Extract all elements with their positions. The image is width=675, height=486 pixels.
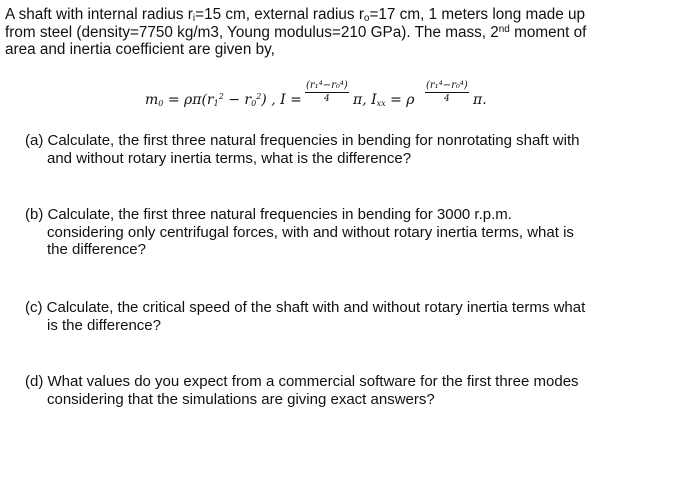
formula-ixx [353, 92, 415, 108]
question-a [25, 132, 665, 167]
question-line: (b) Calculate, the first three natural frequencies in bending for 3000 r.p.m. [25, 206, 512, 223]
superscript-nd: nd [498, 23, 510, 35]
text-segment: =15 cm, external radius r [195, 6, 364, 23]
problem-line-3: area and inertia coefficient are given by, [5, 41, 275, 58]
fraction-2 [425, 80, 469, 104]
formula-tail: π. [473, 92, 487, 108]
text-segment: =17 cm, 1 meters long made up [369, 6, 586, 23]
formula-text: π, I [353, 92, 377, 108]
text-segment: A shaft with internal radius r [5, 6, 193, 23]
question-line: (d) What values do you expect from a commercial software for the first three modes [25, 373, 579, 390]
formula-mass [145, 92, 302, 108]
problem-statement [5, 6, 670, 59]
subscript: 1 [213, 99, 219, 108]
question-line: considering only centrifugal forces, with and without rotary inertia terms, what is [47, 223, 574, 241]
subscript: 0 [158, 99, 164, 108]
superscript: 2 [256, 92, 262, 101]
symbol-m: m [145, 92, 159, 108]
question-line: considering that the simulations are giving exact answers? [47, 390, 435, 408]
subscript: 0 [251, 99, 257, 108]
fraction-1 [305, 80, 349, 104]
formula-text: = ρπ(r [163, 92, 214, 108]
fraction-numerator: (r₁⁴−r₀⁴) [306, 80, 348, 91]
question-line: and without rotary inertia terms, what is the difference? [47, 149, 412, 167]
superscript: 2 [218, 92, 224, 101]
subscript: xx [376, 99, 386, 108]
question-line: (a) Calculate, the first three natural frequencies in bending for nonrotating shaft with [25, 132, 580, 149]
question-c [25, 299, 665, 334]
question-b [25, 206, 665, 259]
formula-text: = ρ [385, 92, 415, 108]
formula [145, 80, 565, 118]
problem-line-2 [5, 24, 670, 42]
formula-text: ) , I = [261, 92, 302, 108]
question-line: (c) Calculate, the critical speed of the shaft with and without rotary inertia terms what [25, 299, 586, 316]
question-line: the difference? [47, 241, 146, 258]
subscript-i: i [192, 13, 196, 24]
problem-line-1 [5, 6, 670, 24]
question-line: is the difference? [47, 316, 161, 334]
question-d [25, 373, 665, 408]
fraction-numerator: (r₁⁴−r₀⁴) [426, 80, 468, 91]
fraction-denominator: 4 [324, 94, 330, 104]
subscript-o: o [363, 13, 370, 24]
text-segment: from steel (density=7750 kg/m3, Young modulus=210 GPa). The mass, 2 [5, 23, 499, 41]
formula-text: − r [223, 92, 252, 108]
fraction-denominator: 4 [444, 94, 450, 104]
text-segment: moment of [509, 23, 587, 41]
